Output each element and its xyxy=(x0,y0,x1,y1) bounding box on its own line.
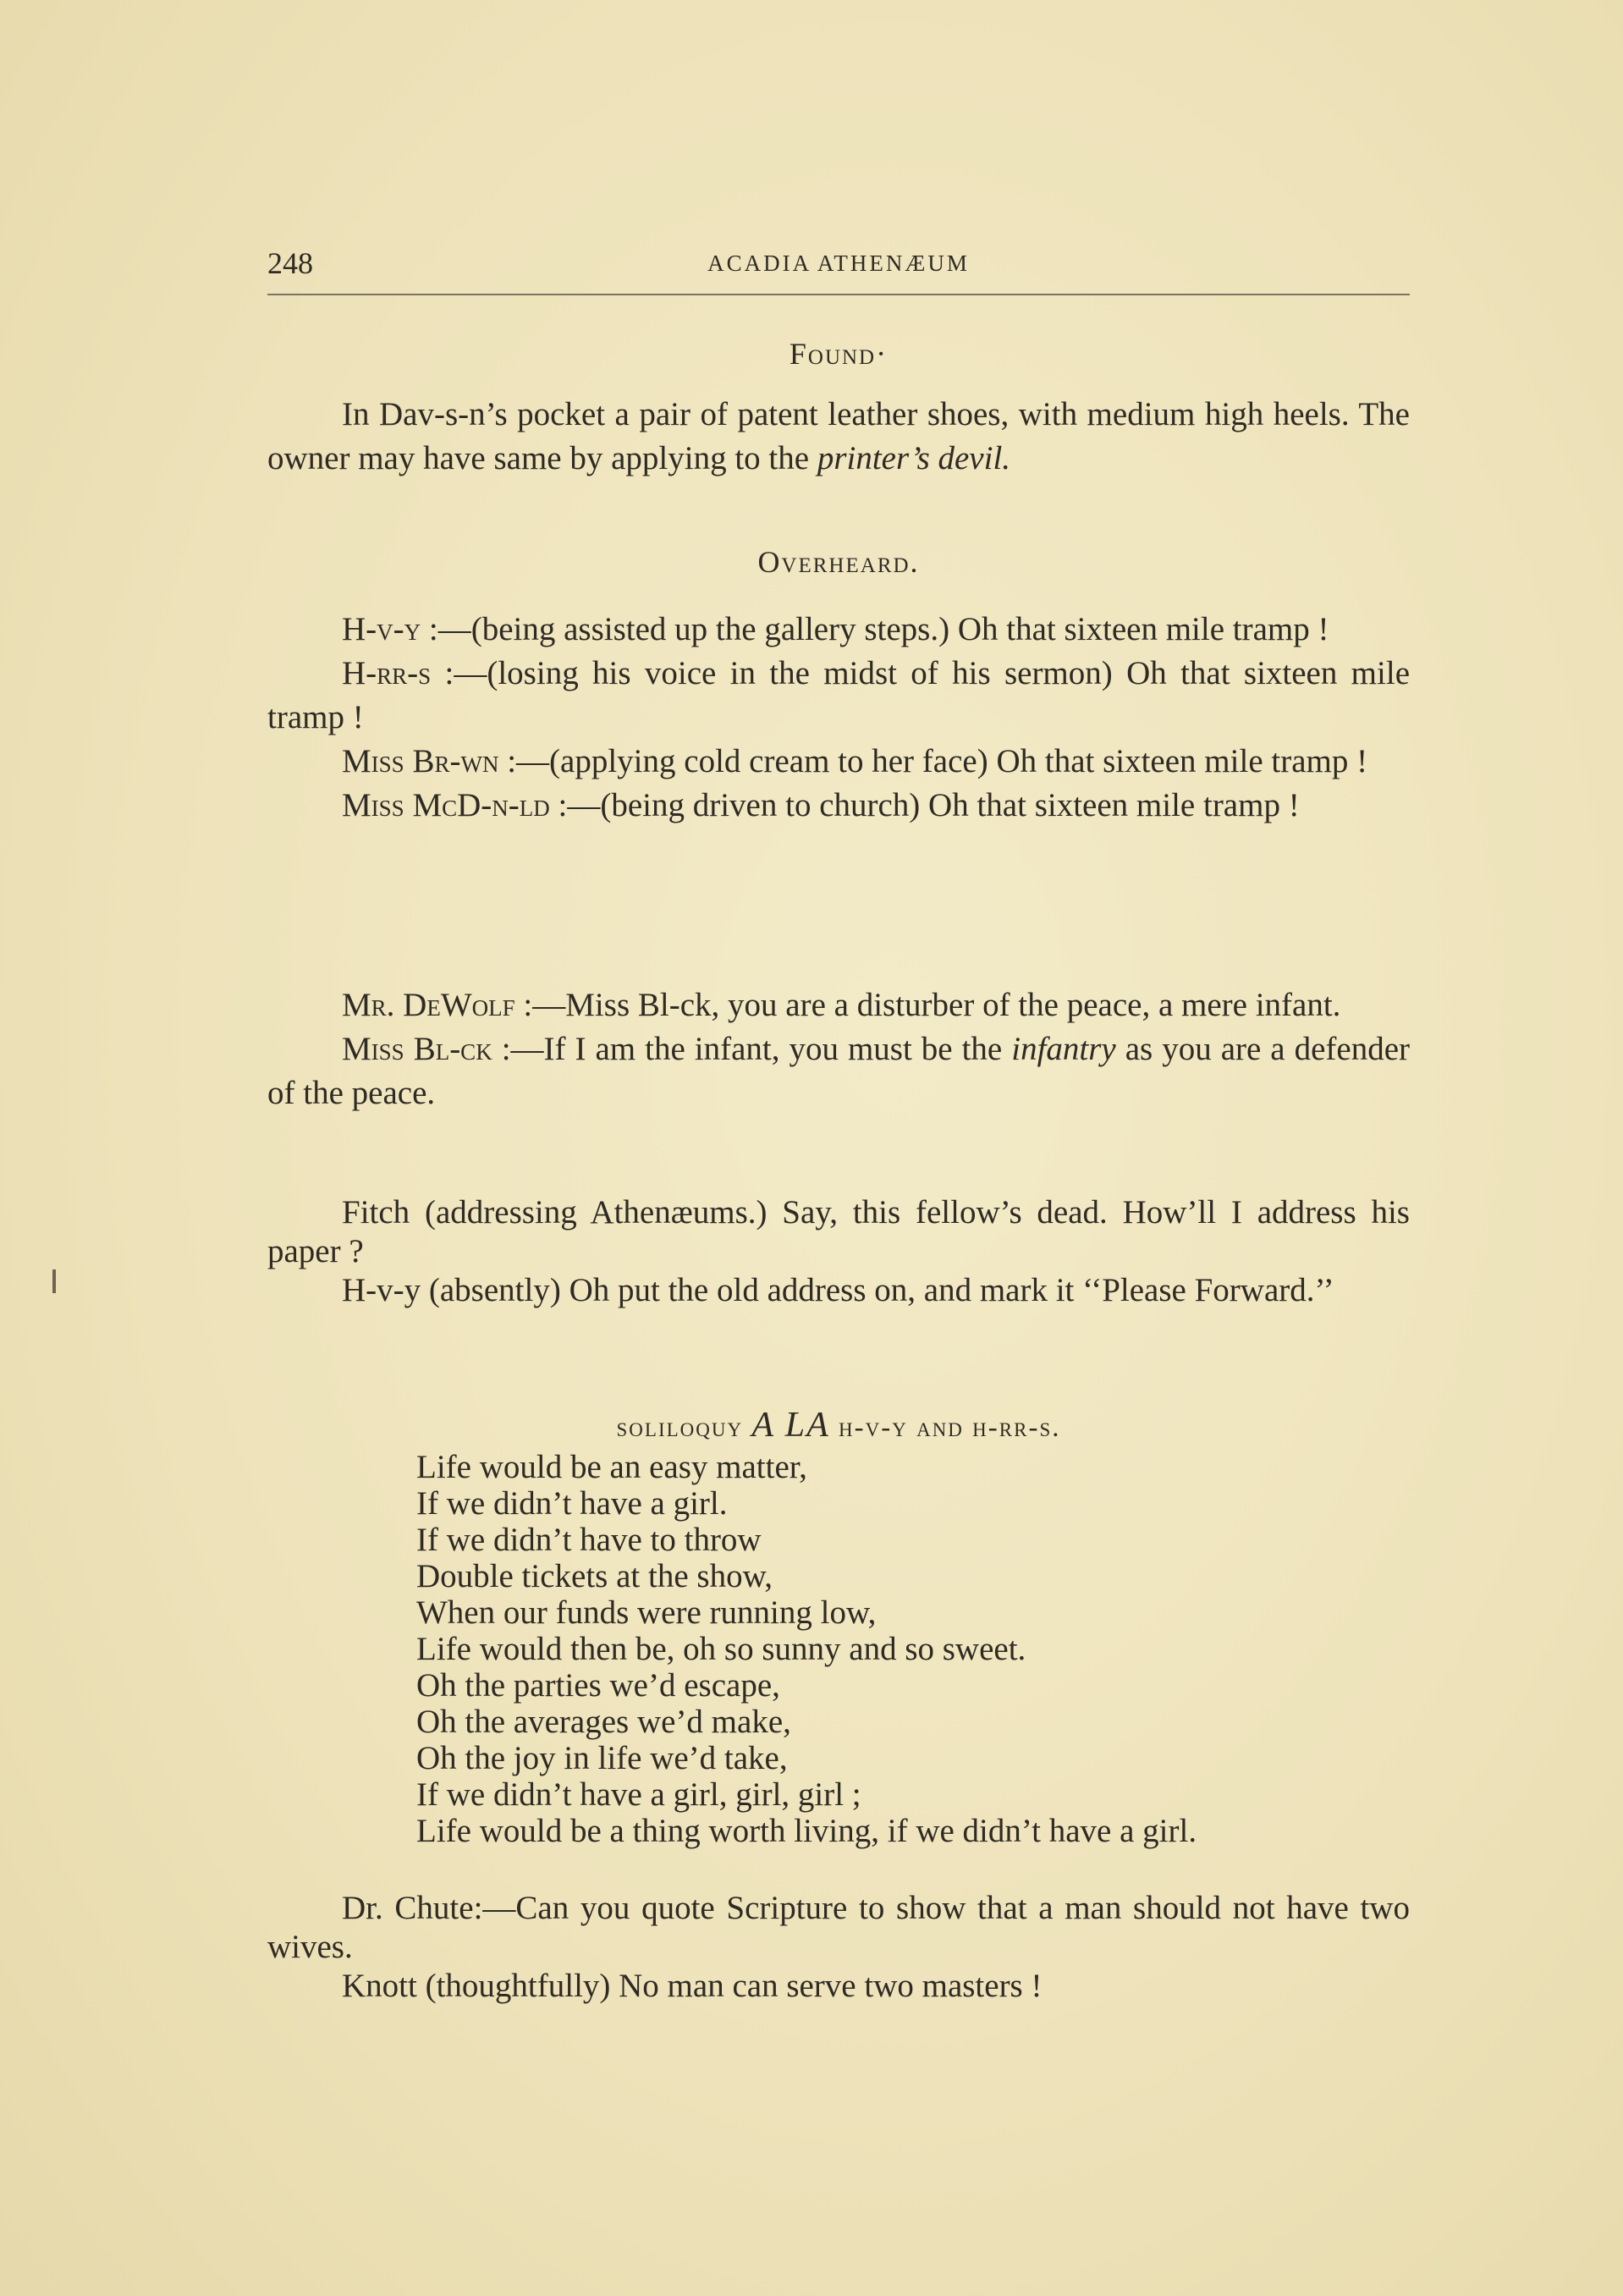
speaker: Miss McD-n-ld xyxy=(342,787,550,823)
dialogue-line: Dr. Chute:—Can you quote Scripture to show that a man should not have two wives. xyxy=(267,1890,1410,1965)
dialogue-line xyxy=(267,983,1410,1027)
overheard-section xyxy=(267,540,1410,828)
chute-section xyxy=(267,1889,1410,2006)
dialogue-line: Knott (thoughtfully) No man can serve two masters ! xyxy=(342,1968,1043,2004)
dewolf-section xyxy=(267,983,1410,1115)
poem-line: Oh the averages we’d make, xyxy=(416,1704,791,1740)
found-section xyxy=(267,332,1410,481)
found-paragraph xyxy=(267,393,1410,481)
header-rule xyxy=(267,294,1410,295)
poem-line: If we didn’t have a girl, girl, girl ; xyxy=(416,1776,861,1813)
remark: :—(being driven to church) Oh that sixteen mile tramp ! xyxy=(549,787,1300,823)
speaker: Miss Bl-ck xyxy=(342,1031,492,1067)
poem-title-italic: A LA xyxy=(751,1406,830,1445)
overheard-item xyxy=(267,740,1410,784)
speaker: H-rr-s xyxy=(342,655,432,691)
found-heading: Found· xyxy=(789,337,889,371)
margin-mark xyxy=(52,1269,56,1293)
overheard-item xyxy=(267,608,1410,652)
found-text: In Dav-s-n’s pocket a pair of patent leather shoes, with medium high heels. The owner may have same by applying to the xyxy=(267,396,1410,476)
running-header xyxy=(267,245,1410,288)
poem-line: Life would be a thing worth living, if we didn’t have a girl. xyxy=(416,1813,1197,1849)
poem-line: If we didn’t have to throw xyxy=(416,1522,762,1558)
poem-line: Oh the parties we’d escape, xyxy=(416,1667,780,1704)
remark-italic: infantry xyxy=(1011,1031,1116,1067)
poem xyxy=(416,1449,1197,1849)
speaker: Mr. DeWolf xyxy=(342,987,515,1023)
poem-line: Life would be an easy matter, xyxy=(416,1449,807,1485)
poem-line: When our funds were running low, xyxy=(416,1594,877,1631)
fitch-section xyxy=(267,1193,1410,1310)
journal-title: ACADIA ATHENÆUM xyxy=(707,251,970,276)
remark: :—(being assisted up the gallery steps.) Oh that sixteen mile tramp ! xyxy=(421,611,1329,647)
overheard-item xyxy=(267,652,1410,740)
speaker: H-v-y xyxy=(342,611,421,647)
poem-line: If we didn’t have a girl. xyxy=(416,1485,728,1522)
poem-title-text: h-v-y and h-rr-s. xyxy=(829,1412,1061,1443)
remark: :—If I am the infant, you must be the xyxy=(492,1031,1012,1067)
poem-line: Life would then be, oh so sunny and so sweet. xyxy=(416,1631,1026,1667)
remark: :—(applying cold cream to her face) Oh that sixteen mile tramp ! xyxy=(498,743,1368,779)
poem-title-text: soliloquy xyxy=(616,1412,752,1443)
speaker: Miss Br-wn xyxy=(342,743,499,779)
poem-title xyxy=(267,1403,1410,1450)
remark: as you are a defender of the peace. xyxy=(267,1031,1410,1111)
dialogue-line: H-v-y (absently) Oh put the old address on, and mark it ‘‘Please Forward.’’ xyxy=(342,1272,1334,1308)
page-number: 248 xyxy=(267,246,313,280)
overheard-item xyxy=(267,784,1410,828)
overheard-heading: Overheard. xyxy=(757,545,920,579)
dialogue-line: Fitch (addressing Athenæums.) Say, this fellow’s dead. How’ll I address his paper ? xyxy=(267,1194,1410,1269)
poem-line: Oh the joy in life we’d take, xyxy=(416,1740,788,1776)
dialogue-line xyxy=(267,1027,1410,1115)
remark: :—(losing his voice in the midst of his sermon) Oh that sixteen mile tramp ! xyxy=(267,655,1410,735)
remark: :—Miss Bl-ck, you are a disturber of the peace, a mere infant. xyxy=(514,987,1341,1023)
found-italic: printer’s devil. xyxy=(817,440,1011,476)
poem-line: Double tickets at the show, xyxy=(416,1558,773,1594)
